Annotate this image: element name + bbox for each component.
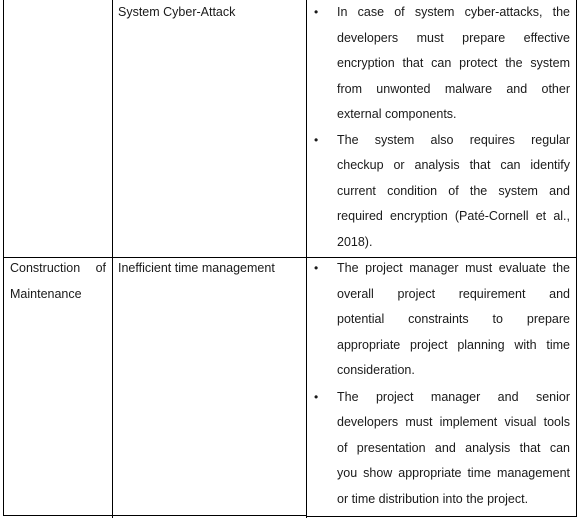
phase-cell-line: Construction of <box>10 261 106 275</box>
mitigation-line: external components. <box>337 107 457 121</box>
mitigation-line: of presentation and analysis that can <box>337 440 570 455</box>
bullet-icon: • <box>314 389 319 404</box>
table-border-right <box>576 0 577 516</box>
mitigation-line: developers must implement visual tools <box>337 415 570 429</box>
mitigation-line: developers must prepare effective <box>337 30 570 45</box>
mitigation-line: The project manager must evaluate the <box>337 261 570 275</box>
bullet-icon: • <box>314 5 319 19</box>
mitigation-line: 2018). <box>337 234 373 249</box>
phase-cell-line: Maintenance <box>10 286 82 301</box>
mitigation-line: The system also requires regular <box>337 132 570 147</box>
mitigation-line: required encryption (Paté-Cornell et al., <box>337 209 570 223</box>
table-border-bottom-right <box>306 516 577 517</box>
mitigation-line: you show appropriate time management <box>337 466 570 480</box>
table-border-left <box>3 0 4 516</box>
mitigation-line: appropriate project planning with time <box>337 337 570 352</box>
mitigation-line: encryption that can protect the system <box>337 56 570 70</box>
mitigation-line: checkup or analysis that can identify <box>337 158 570 172</box>
risk-cell: Inefficient time management <box>118 261 275 275</box>
mitigation-line: potential constraints to prepare <box>337 312 570 326</box>
mitigation-line: or time distribution into the project. <box>337 491 529 506</box>
mitigation-line: The project manager and senior <box>337 389 570 404</box>
mitigation-line: In case of system cyber-attacks, the <box>337 5 570 19</box>
table-border-bottom <box>3 515 307 516</box>
bullet-icon: • <box>314 132 319 147</box>
risk-cell: System Cyber-Attack <box>118 5 236 19</box>
mitigation-line: overall project requirement and <box>337 286 570 301</box>
mitigation-line: current condition of the system and <box>337 183 570 198</box>
table-divider-col1 <box>112 0 113 518</box>
mitigation-line: from unwonted malware and other <box>337 81 570 96</box>
bullet-icon: • <box>314 261 319 275</box>
table-divider-col2 <box>306 0 307 518</box>
mitigation-line: consideration. <box>337 363 415 377</box>
